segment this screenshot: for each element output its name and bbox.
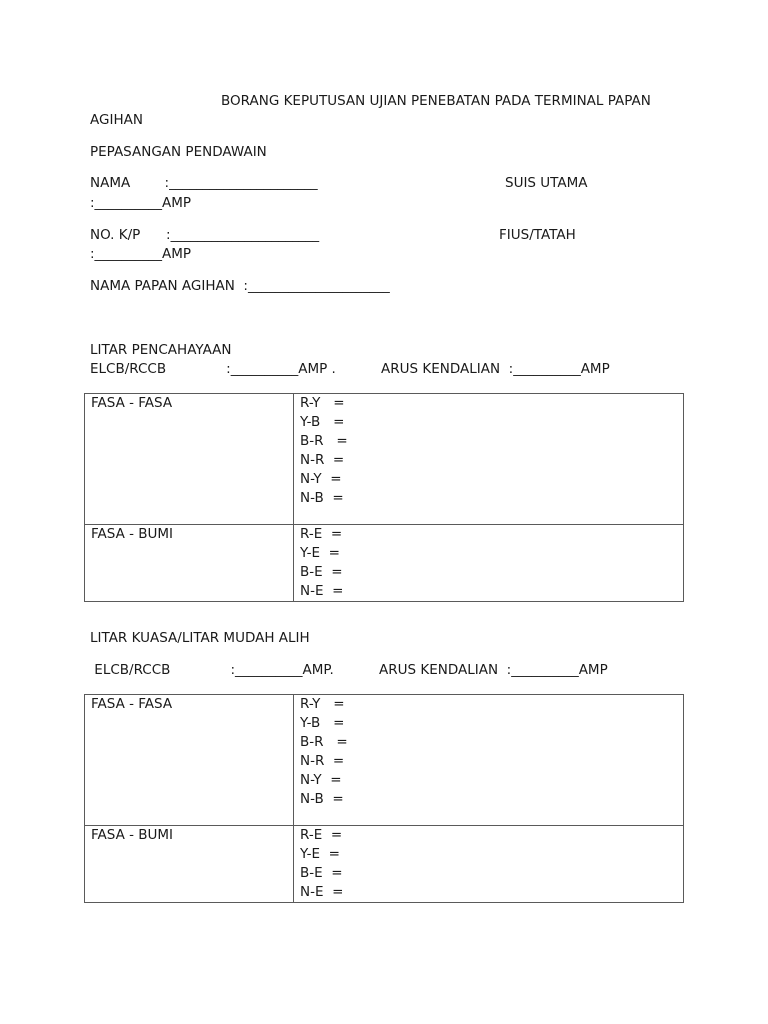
no-kp-field: NO. K/P :______________________ [90, 227, 320, 243]
pepasangan-heading: PEPASANGAN PENDAWAIN [90, 144, 267, 160]
kuasa-test-table [84, 694, 684, 903]
reading-b-r: B-R = [300, 734, 348, 750]
form-title: BORANG KEPUTUSAN UJIAN PENEBATAN PADA TERMINAL PAPAN [221, 93, 651, 109]
reading-n-r: N-R = [300, 753, 345, 769]
elcb-rccb-field-2: ELCB/RCCB :__________AMP. [90, 662, 334, 678]
reading-n-b: N-B = [300, 490, 344, 506]
fasa-bumi-readings-2 [294, 826, 684, 903]
fasa-fasa-label: FASA - FASA [85, 394, 294, 525]
fius-tatah-label: FIUS/TATAH [499, 227, 576, 243]
reading-r-e: R-E = [300, 827, 343, 843]
fasa-bumi-label-2: FASA - BUMI [85, 826, 294, 903]
reading-y-b: Y-B = [300, 715, 345, 731]
reading-n-e: N-E = [300, 583, 344, 599]
nama-field: NAMA :______________________ [90, 175, 318, 191]
fasa-fasa-label-2: FASA - FASA [85, 695, 294, 826]
suis-utama-label: SUIS UTAMA [505, 175, 588, 191]
reading-b-r: B-R = [300, 433, 348, 449]
reading-r-y: R-Y = [300, 395, 345, 411]
suis-utama-amp-field: :__________AMP [90, 195, 192, 211]
reading-n-r: N-R = [300, 452, 345, 468]
fasa-fasa-readings-2 [294, 695, 684, 826]
litar-kuasa-heading: LITAR KUASA/LITAR MUDAH ALIH [90, 630, 310, 646]
reading-y-b: Y-B = [300, 414, 345, 430]
fasa-fasa-readings [294, 394, 684, 525]
fasa-bumi-readings [294, 525, 684, 602]
reading-n-y: N-Y = [300, 772, 342, 788]
pencahayaan-test-table [84, 393, 684, 602]
reading-y-e: Y-E = [300, 545, 340, 561]
reading-r-y: R-Y = [300, 696, 345, 712]
reading-r-e: R-E = [300, 526, 343, 542]
reading-n-e: N-E = [300, 884, 344, 900]
fius-tatah-amp-field: :__________AMP [90, 246, 192, 262]
reading-b-e: B-E = [300, 865, 343, 881]
fasa-bumi-label: FASA - BUMI [85, 525, 294, 602]
nama-papan-agihan-field: NAMA PAPAN AGIHAN :_____________________ [90, 278, 390, 294]
reading-n-b: N-B = [300, 791, 344, 807]
litar-pencahayaan-heading: LITAR PENCAHAYAAN [90, 342, 232, 358]
arus-kendalian-field-2: ARUS KENDALIAN :__________AMP [379, 662, 608, 678]
reading-n-y: N-Y = [300, 471, 342, 487]
reading-b-e: B-E = [300, 564, 343, 580]
arus-kendalian-field: ARUS KENDALIAN :__________AMP [381, 361, 610, 377]
reading-y-e: Y-E = [300, 846, 340, 862]
elcb-rccb-field: ELCB/RCCB :__________AMP . [90, 361, 336, 377]
form-title-continuation: AGIHAN [90, 112, 143, 128]
